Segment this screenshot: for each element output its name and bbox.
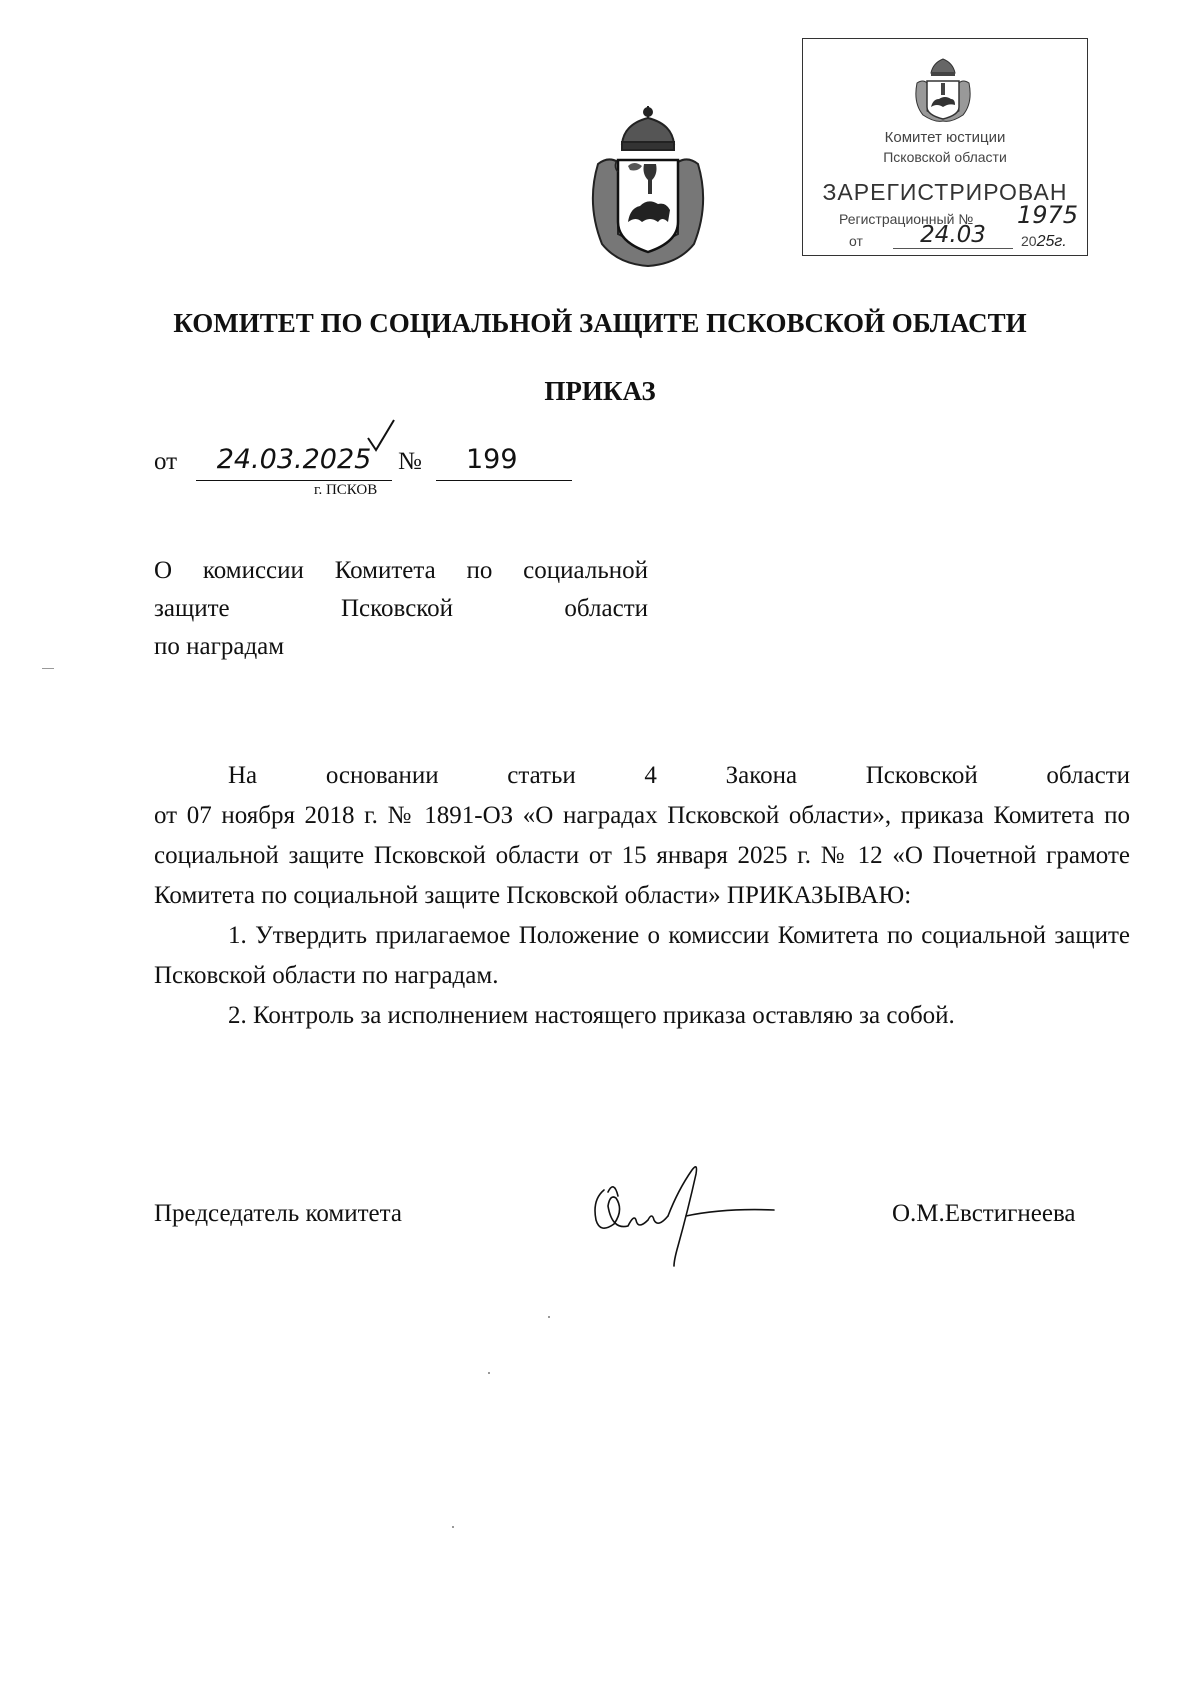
order-number-handwritten — [436, 440, 572, 481]
city-label: г. ПСКОВ — [314, 482, 378, 498]
stamp-coat-of-arms-icon — [909, 53, 977, 123]
stamp-year-suffix: 25г. — [1036, 233, 1067, 250]
stamp-org-line2: Псковской области — [883, 149, 1007, 165]
order-item-2: 2. Контроль за исполнением настоящего приказа оставляю за собой. — [228, 1002, 955, 1029]
order-body — [154, 756, 1130, 1036]
paragraph-basis-rest: от 07 ноября 2018 г. № 1891-ОЗ «О наградах Псковской области», приказа Комитета по социальной защите Псковской области от 15 января 2025 г. № 12 «О Почетной грамоте Комитета по социальной защите Псковской области» ПРИКАЗЫВАЮ: — [154, 802, 1130, 909]
coat-of-arms-icon — [578, 104, 718, 270]
registration-stamp — [802, 38, 1088, 256]
handwritten-signature-icon — [574, 1150, 794, 1276]
subject-line3: по наградам — [154, 633, 285, 660]
order-item-1: 1. Утвердить прилагаемое Положение о комиссии Комитета по социальной защите Псковской области по наградам. — [154, 922, 1130, 989]
document-type: ПРИКАЗ — [544, 376, 656, 406]
stamp-date-prefix: от — [849, 233, 863, 249]
scan-speck — [488, 1372, 490, 1374]
scan-speck — [452, 1526, 454, 1528]
date-label: от — [154, 448, 178, 475]
stamp-org-line1: Комитет юстиции — [884, 129, 1006, 146]
stamp-status: ЗАРЕГИСТРИРОВАН — [822, 179, 1068, 205]
number-label: № — [398, 448, 422, 475]
order-date-handwritten: 24.03.2025 — [196, 440, 392, 481]
subject-line2: защите Псковской области — [154, 595, 648, 622]
stamp-reg-number: 1975 — [1017, 201, 1079, 229]
order-number-value: 199 — [466, 444, 518, 475]
signatory-name: О.М.Евстигнеева — [892, 1200, 1076, 1227]
stamp-date-value: 24.03 — [893, 222, 1013, 249]
stamp-year-prefix: 20 — [1021, 233, 1037, 249]
scan-speck — [42, 668, 54, 669]
organization-title: КОМИТЕТ ПО СОЦИАЛЬНОЙ ЗАЩИТЕ ПСКОВСКОЙ ОБЛАСТИ — [173, 308, 1027, 338]
stamp-reg-label: Регистрационный № — [839, 211, 974, 227]
signatory-title: Председатель комитета — [154, 1200, 402, 1227]
stamp-year — [1021, 233, 1067, 251]
checkmark-icon — [366, 418, 396, 452]
subject-line1: О комиссии Комитета по социальной — [154, 557, 648, 584]
scan-speck — [548, 1316, 550, 1318]
paragraph-basis-first-line: На основании статьи 4 Закона Псковской области — [228, 762, 1130, 789]
order-subject — [154, 552, 648, 666]
